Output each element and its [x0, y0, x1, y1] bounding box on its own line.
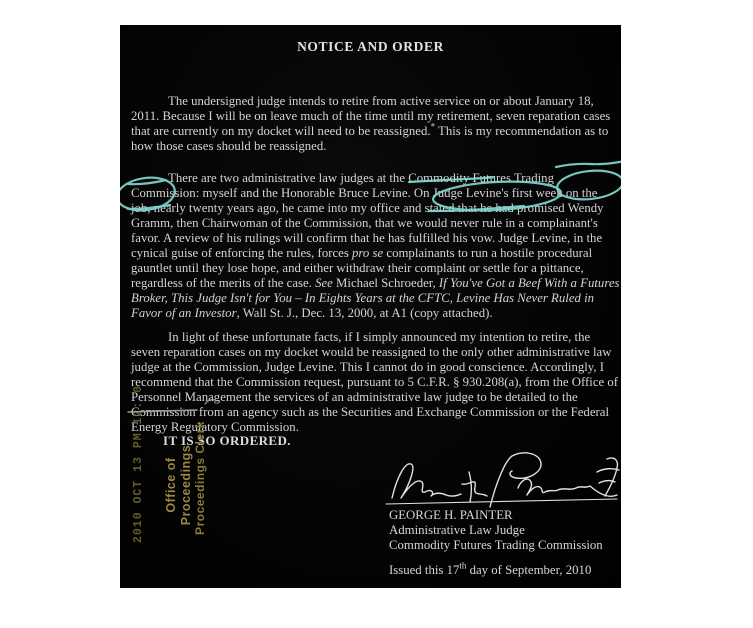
strike-annotation-week-on-the-job — [409, 177, 494, 182]
paragraph-judges-text: There are two administrative law judges at the Commodity Futures Trading Commission: myself and the Honorable Bruce Levine. On Judge Levine's first week on the job, nearly twenty years ago, he came into my office and stated that he had promised Wendy Gramm, then Chairwoman of the Commission, that we would never rule in a complainant's favor. A review of his rulings will confirm that he has fulfilled his vow. Judge Levine, in the cynical guise of enforcing the rules, forces — [131, 170, 604, 260]
stamp-office-line2: Proceedings — [179, 444, 193, 526]
underline-artifact-commission — [128, 410, 197, 412]
annotation-overlay — [120, 25, 621, 588]
signer-title: Administrative Law Judge — [389, 523, 525, 537]
received-date-stamp: 2010 OCT 13 PM 12: 0 — [132, 384, 145, 543]
paragraph-judges-text-2: complainants to run a hostile procedural gauntlet until they lose hope, and either withdraw their complaint or settle for a pittance, regardless of the merits of the case. — [131, 245, 593, 290]
citation-author: Michael Schroeder, — [332, 275, 439, 290]
signer-name: GEORGE H. PAINTER — [389, 508, 513, 522]
signature-block — [389, 508, 603, 553]
document-title: NOTICE AND ORDER — [297, 39, 444, 54]
paragraph-retirement-text-b: This is my recommendation as to how those cases should be reassigned. — [131, 123, 609, 153]
paragraph-recommendation: In light of these unfortunate facts, if I simply announced my intention to retire, the seven reparation cases on my docket would be reassigned to the only other administrative law judge at the Commission, Judge Levine. This I cannot do in good conscience. Accordingly, I recommend that the Commission request, pursuant to 5 C.F.R. § 930.208(a), from the Office of Personnel Management the services of an administrative law judge to be detailed to the Commission from an agency such as the Securities and Exchange Commission or the Federal Energy Regulatory Commission. — [131, 329, 619, 434]
scanned-document — [120, 25, 621, 588]
signer-organization: Commodity Futures Trading Commission — [389, 538, 603, 552]
proceedings-clerk-stamp: Proceedings Clerk — [193, 421, 207, 535]
strike-annotation-chairwoman — [128, 205, 170, 209]
pen-tick-artifact — [205, 400, 217, 404]
so-ordered-line: IT IS SO ORDERED. — [163, 433, 291, 448]
circle-annotation-nearly-twenty — [556, 168, 621, 203]
stamp-office-line1: Office of — [164, 457, 178, 513]
paragraph-retirement-text-a: The undersigned judge intends to retire from active service on or about January 18, 2011. Because I will be on leave much of the time until my retirement, seven reparation cases that are currently on my docket will need to be reassigned. — [131, 93, 611, 138]
pro-se-italic: pro se — [352, 245, 384, 260]
issued-date-line — [389, 560, 592, 578]
see-signal-italic: See — [315, 275, 333, 290]
citation-title-italic: If You've Got a Beef With a Futures Broker, This Judge Isn't for You – In Eights Years at the CFTC, Levine Has Never Ruled in Favor of an Investor — [131, 275, 620, 320]
signature-scrawl — [392, 453, 619, 507]
issued-suffix: day of September, 2010 — [466, 563, 592, 577]
signature-line — [386, 499, 617, 504]
citation-source: , Wall St. J., Dec. 13, 2000, at A1 (copy attached). — [236, 305, 493, 320]
strike-annotation-commission — [556, 161, 621, 167]
issued-ordinal: th — [459, 560, 467, 571]
footnote-asterisk: * — [430, 121, 436, 132]
issued-prefix: Issued this 17 — [389, 563, 460, 577]
